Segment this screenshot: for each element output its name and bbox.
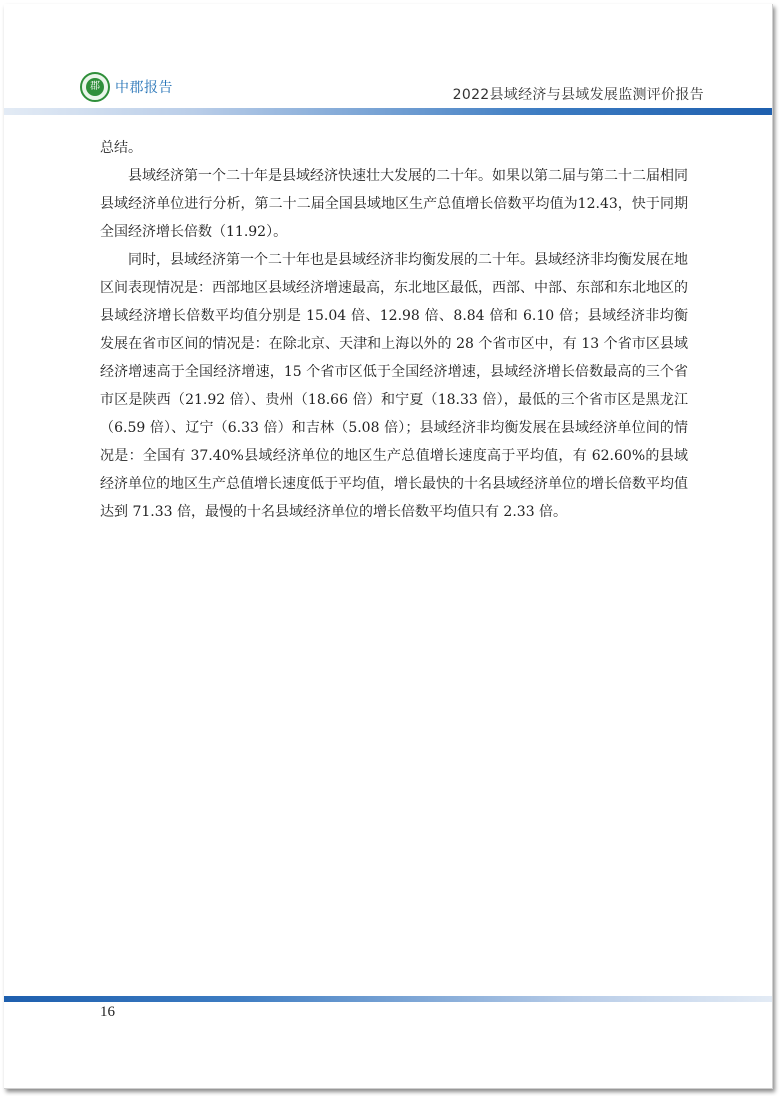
logo-text: 中郡报告 [115, 80, 173, 96]
paragraph-continuation: 总结。 [100, 140, 142, 156]
body-text [100, 134, 688, 526]
logo-glyph: 郡 [86, 78, 104, 96]
header-title: 2022县域经济与县域发展监测评价报告 [452, 87, 704, 103]
page-number: 16 [100, 1004, 115, 1020]
logo-emblem [80, 72, 110, 102]
document-page [4, 4, 773, 1089]
footer-divider-bar [4, 996, 772, 1002]
header-logo [80, 72, 173, 102]
header-divider-bar [4, 108, 772, 115]
paragraph: 县域经济第一个二十年是县域经济快速壮大发展的二十年。如果以第二届与第二十二届相同县域经济单位进行分析，第二十二届全国县域地区生产总值增长倍数平均值为12.43，快于同期全国经济增长倍数（11.92）。 [100, 168, 688, 240]
paragraph: 同时，县域经济第一个二十年也是县域经济非均衡发展的二十年。县域经济非均衡发展在地区间表现情况是：西部地区县域经济增速最高，东北地区最低，西部、中部、东部和东北地区的县域经济增长倍数平均值分别是 15.04 倍、12.98 倍、8.84 倍和 6.10 倍；县域经济非均衡发展在省市区间的情况是：在除北京、天津和上海以外的 28 个省市区中，有 13 个省市区县域经济增速高于全国经济增速，15 个省市区低于全国经济增速，县域经济增长倍数最高的三个省市区是陕西（21.92 倍）、贵州（18.66 倍）和宁夏（18.33 倍），最低的三个省市区是黑龙江（6.59 倍）、辽宁（6.33 倍）和吉林（5.08 倍）；县域经济非均衡发展在县域经济单位间的情况是：全国有 37.40%县域经济单位的地区生产总值增长速度高于平均值，有 62.60%的县域经济单位的地区生产总值增长速度低于平均值，增长最快的十名县域经济单位的增长倍数平均值达到 71.33 倍，最慢的十名县域经济单位的增长倍数平均值只有 2.33 倍。 [100, 252, 688, 520]
